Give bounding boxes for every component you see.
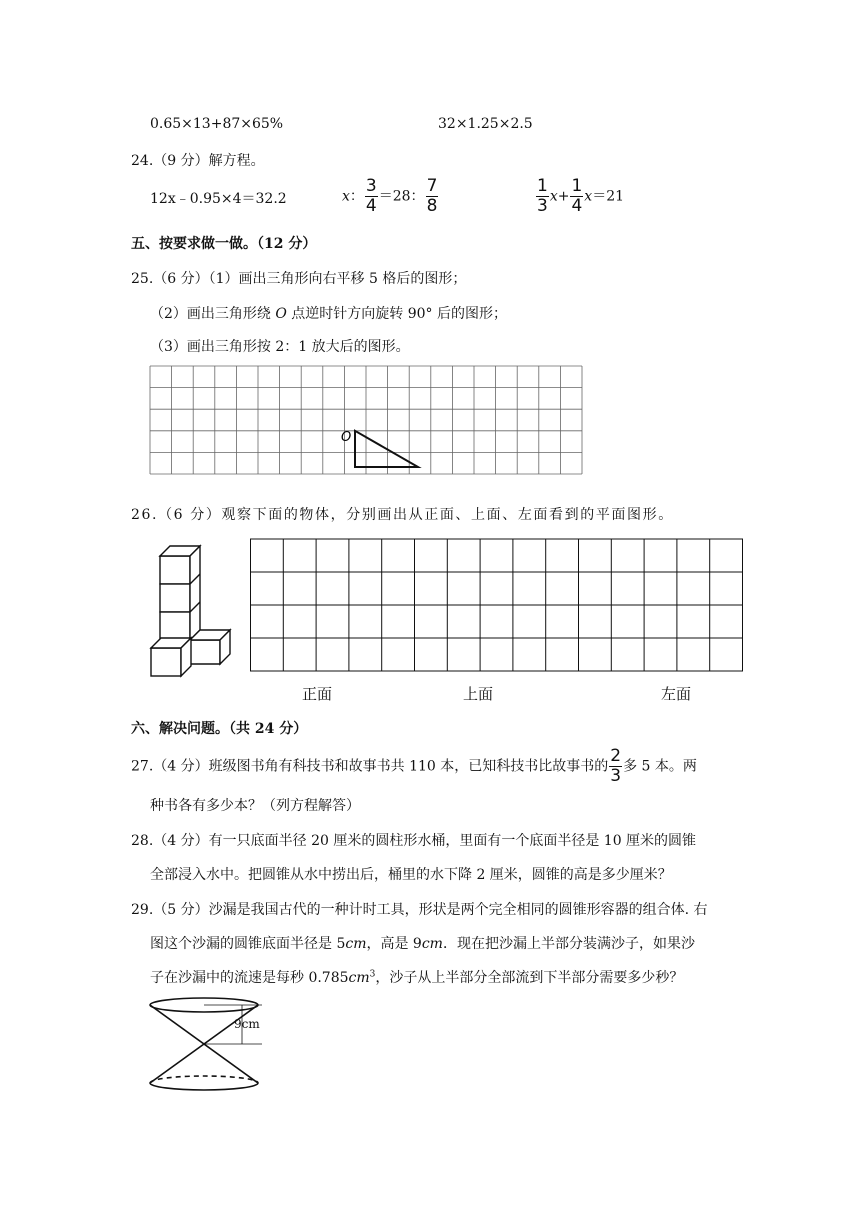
q29-line-3: 子在沙漏中的流速是每秒 $0.785cm^3$，沙子从上半部分全部流到下半部分需要多少秒？ [150, 969, 684, 986]
q25-triangle [355, 431, 418, 467]
eq3-x2: x [584, 188, 593, 205]
q29-line-1: 29.（5 分）沙漏是我国古代的一种计时工具，形状是两个完全相同的圆锥形容器的组合体. 右 [131, 902, 708, 918]
q27-line-1: 27.（4 分）班级图书角有科技书和故事书共 110 本，已知科技书比故事书的 $\frac{2}{3}$ 多 5 本。两 [131, 746, 697, 786]
hourglass-height-label: 9cm [234, 1017, 260, 1031]
q25-line-1: 25.（6 分）（1）画出三角形向右平移 5 格后的图形； [131, 271, 467, 287]
eq2-variable: x [342, 188, 350, 205]
eq3-fraction-1: $\frac{1}{3}$ [537, 176, 548, 216]
eq2-fraction-2: $\frac{7}{8}$ [426, 176, 438, 216]
label-front-view: 正面 [302, 685, 333, 703]
q28-line-1: 28.（4 分）有一只底面半径 20 厘米的圆柱形水桶，里面有一个底面半径是 10 厘米的圆锥 [131, 833, 697, 849]
q27-fraction: $\frac{2}{3}$ [610, 746, 622, 786]
q23-expression-1: 0.65×13+87×65% [150, 116, 284, 132]
q27-line-2: 种书各有多少本？（列方程解答） [150, 798, 360, 814]
q24-header: 24.（9 分）解方程。 [131, 153, 265, 169]
q28-line-2: 全部浸入水中。把圆锥从水中捞出后，桶里的水下降 2 厘米，圆锥的高是多少厘米？ [150, 867, 672, 883]
q23-expression-2: 32×1.25×2.5 [438, 116, 533, 132]
q25-line-2: （2）画出三角形绕 O 点逆时针方向旋转 90° 后的图形； [150, 306, 508, 322]
q25-grid-figure [140, 360, 590, 480]
q29-line-2: 图这个沙漏的圆锥底面半径是 5cm，高是 9cm．现在把沙漏上半部分装满沙子，如果沙 [150, 936, 695, 952]
hourglass-figure [140, 996, 280, 1096]
eq2-middle: ＝28： [378, 188, 425, 205]
q25-line-3: （3）画出三角形按 2：1 放大后的图形。 [150, 339, 410, 355]
q25-grid [150, 366, 582, 474]
eq2-colon: ： [349, 188, 364, 205]
label-left-view: 左面 [661, 685, 692, 703]
eq3-rest: ＝21 [592, 188, 625, 205]
eq3-plus: + [557, 188, 570, 205]
q24-equation-1: 12x﹣0.95×4＝32.2 [150, 191, 287, 207]
point-o-label: O [341, 430, 352, 445]
q26-text: 26.（6 分）观察下面的物体，分别画出从正面、上面、左面看到的平面图形。 [131, 507, 674, 523]
section-5-title: 五、按要求做一做。（12 分） [131, 236, 317, 252]
label-top-view: 上面 [463, 685, 494, 703]
q24-equation-3 [535, 178, 624, 215]
eq3-fraction-2: $\frac{1}{4}$ [571, 176, 583, 216]
section-6-title: 六、解决问题。（共 24 分） [131, 721, 308, 737]
eq2-fraction-1: $\frac{3}{4}$ [365, 176, 377, 216]
q26-answer-grid [250, 538, 746, 674]
q24-equation-2 [342, 178, 439, 215]
eq3-x1: x [549, 188, 558, 205]
cube-stack-figure [148, 544, 238, 682]
